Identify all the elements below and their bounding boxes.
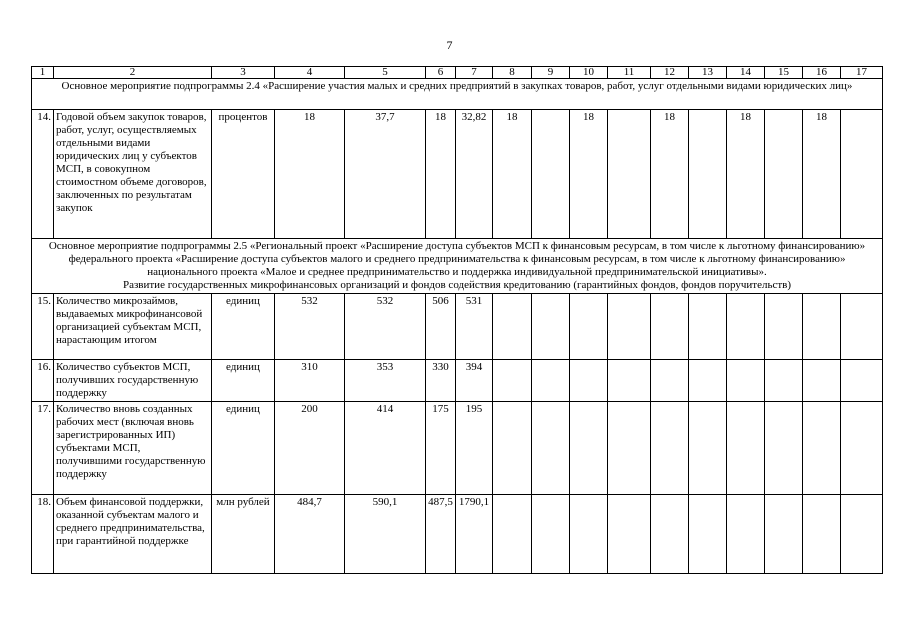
column-number: 15 <box>765 67 803 79</box>
row-number: 17. <box>32 402 54 495</box>
column-number: 14 <box>727 67 765 79</box>
value-cell: 1790,1 <box>456 495 493 574</box>
value-cell <box>727 402 765 495</box>
value-cell <box>689 110 727 239</box>
value-cell <box>841 294 883 360</box>
value-cell: 531 <box>456 294 493 360</box>
table-row <box>32 402 883 495</box>
unit-cell: процентов <box>212 110 275 239</box>
row-number: 16. <box>32 360 54 402</box>
page-number: 7 <box>446 38 453 52</box>
value-cell <box>803 402 841 495</box>
column-number: 11 <box>608 67 651 79</box>
column-number: 13 <box>689 67 727 79</box>
value-cell <box>651 360 689 402</box>
column-number: 3 <box>212 67 275 79</box>
section-2-5-row-text <box>32 239 883 294</box>
value-cell <box>727 294 765 360</box>
value-cell <box>570 402 608 495</box>
value-cell: 18 <box>727 110 765 239</box>
value-cell: 18 <box>275 110 345 239</box>
value-cell: 330 <box>426 360 456 402</box>
unit-cell: единиц <box>212 360 275 402</box>
value-cell <box>608 360 651 402</box>
value-cell <box>651 402 689 495</box>
column-number: 2 <box>54 67 212 79</box>
indicator-name: Годовой объем закупок товаров, работ, услуг, осуществляемых отдельными видами юридических лиц у субъектов МСП, в совокупном стоимостном объеме договоров, заключенных по результатам закупок <box>54 110 212 239</box>
section-2-4-row-text <box>32 79 883 110</box>
section-subtitle: Развитие государственных микрофинансовых организаций и фондов содействия кредитованию (гарантийных фондов, фондов поручительств) <box>122 279 792 291</box>
value-cell <box>803 360 841 402</box>
value-cell <box>532 294 570 360</box>
row-number: 15. <box>32 294 54 360</box>
column-number: 1 <box>32 67 54 79</box>
value-cell <box>608 110 651 239</box>
value-cell <box>689 294 727 360</box>
value-cell <box>689 360 727 402</box>
value-cell <box>532 495 570 574</box>
value-cell <box>765 360 803 402</box>
value-cell: 18 <box>803 110 841 239</box>
value-cell <box>493 360 532 402</box>
column-number-row <box>32 67 883 79</box>
value-cell: 32,82 <box>456 110 493 239</box>
value-cell <box>689 402 727 495</box>
value-cell: 200 <box>275 402 345 495</box>
row-number: 18. <box>32 495 54 574</box>
indicator-name: Количество вновь созданных рабочих мест (включая вновь зарегистрированных ИП) субъектами МСП, получившими государственную поддержку <box>54 402 212 495</box>
value-cell: 532 <box>275 294 345 360</box>
value-cell <box>841 360 883 402</box>
row-number: 14. <box>32 110 54 239</box>
column-number: 8 <box>493 67 532 79</box>
indicator-name: Количество микрозаймов, выдаваемых микрофинансовой организацией субъектам МСП, нарастающим итогом <box>54 294 212 360</box>
value-cell: 310 <box>275 360 345 402</box>
value-cell <box>765 495 803 574</box>
value-cell: 414 <box>345 402 426 495</box>
value-cell <box>493 495 532 574</box>
value-cell: 18 <box>426 110 456 239</box>
indicator-name: Количество субъектов МСП, получивших государственную поддержку <box>54 360 212 402</box>
value-cell <box>532 110 570 239</box>
value-cell <box>570 294 608 360</box>
value-cell <box>841 402 883 495</box>
column-number: 17 <box>841 67 883 79</box>
value-cell <box>608 294 651 360</box>
column-number: 10 <box>570 67 608 79</box>
value-cell <box>532 402 570 495</box>
value-cell <box>570 360 608 402</box>
value-cell: 506 <box>426 294 456 360</box>
value-cell: 18 <box>570 110 608 239</box>
section-2-5-row <box>32 239 883 294</box>
value-cell: 175 <box>426 402 456 495</box>
column-number: 9 <box>532 67 570 79</box>
table-row <box>32 110 883 239</box>
value-cell <box>803 294 841 360</box>
value-cell <box>727 360 765 402</box>
indicators-table <box>31 66 883 574</box>
value-cell <box>608 495 651 574</box>
value-cell: 484,7 <box>275 495 345 574</box>
value-cell <box>608 402 651 495</box>
table-row <box>32 495 883 574</box>
value-cell <box>765 294 803 360</box>
unit-cell: единиц <box>212 402 275 495</box>
value-cell <box>651 294 689 360</box>
value-cell <box>532 360 570 402</box>
value-cell <box>765 402 803 495</box>
value-cell <box>651 495 689 574</box>
column-number: 4 <box>275 67 345 79</box>
column-number: 5 <box>345 67 426 79</box>
value-cell: 487,5 <box>426 495 456 574</box>
section-title: Основное мероприятие подпрограммы 2.5 «Региональный проект «Расширение доступа субъектов МСП к финансовым ресурсам, в том числе к льготному финансированию» федерального проекта «Расширение доступа субъектов малого и среднего предпринимательства к финансовым ресурсам, в том числе к льготному финансированию» национального проекта «Малое и среднее предпринимательство и поддержка индивидуальной предпринимательской инициативы». <box>48 240 866 278</box>
column-number: 7 <box>456 67 493 79</box>
value-cell <box>841 495 883 574</box>
column-number: 12 <box>651 67 689 79</box>
value-cell: 353 <box>345 360 426 402</box>
value-cell: 18 <box>651 110 689 239</box>
value-cell: 532 <box>345 294 426 360</box>
value-cell: 18 <box>493 110 532 239</box>
unit-cell: единиц <box>212 294 275 360</box>
indicator-name: Объем финансовой поддержки, оказанной субъектам малого и среднего предпринимательства, при гарантийной поддержке <box>54 495 212 574</box>
value-cell <box>765 110 803 239</box>
value-cell <box>493 402 532 495</box>
value-cell <box>689 495 727 574</box>
column-number: 6 <box>426 67 456 79</box>
column-number: 16 <box>803 67 841 79</box>
value-cell <box>803 495 841 574</box>
section-2-4-row <box>32 79 883 110</box>
table-row <box>32 294 883 360</box>
section-title: Основное мероприятие подпрограммы 2.4 «Расширение участия малых и средних предприятий в закупках товаров, работ, услуг отдельными видами юридических лиц» <box>61 80 853 92</box>
value-cell: 37,7 <box>345 110 426 239</box>
value-cell: 394 <box>456 360 493 402</box>
value-cell: 195 <box>456 402 493 495</box>
unit-cell: млн рублей <box>212 495 275 574</box>
value-cell: 590,1 <box>345 495 426 574</box>
value-cell <box>841 110 883 239</box>
value-cell <box>727 495 765 574</box>
value-cell <box>493 294 532 360</box>
value-cell <box>570 495 608 574</box>
table-row <box>32 360 883 402</box>
